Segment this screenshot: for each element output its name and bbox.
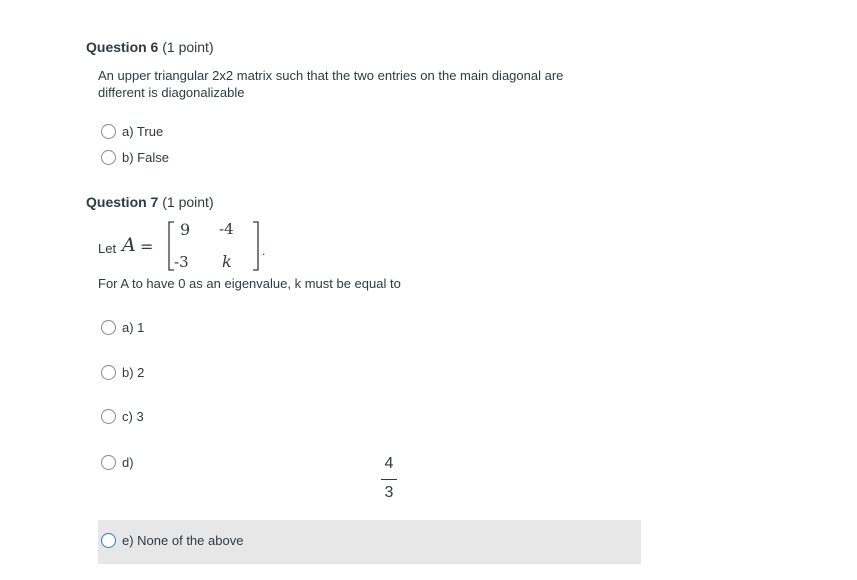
option-label: c) 3 <box>122 408 144 424</box>
let-text: Let <box>98 241 117 256</box>
option-label: a) True <box>122 123 164 139</box>
radio-button[interactable] <box>101 124 116 139</box>
question-points: (1 point) <box>162 39 214 55</box>
question-number: Question 6 <box>86 39 159 55</box>
matrix-cell-12: -4 <box>219 220 234 238</box>
q7-option-b[interactable] <box>101 362 144 382</box>
question-7-prompt: For A to have 0 as an eigenvalue, k must be equal to <box>98 276 401 291</box>
question-number: Question 7 <box>86 194 159 210</box>
equals-sign: = <box>140 237 154 256</box>
option-label: e) None of the above <box>122 532 244 548</box>
q6-option-a[interactable] <box>101 121 163 141</box>
q7-option-e[interactable] <box>101 530 243 550</box>
matrix-cell-21: -3 <box>174 253 189 271</box>
fraction-bar <box>381 479 397 480</box>
option-label: d) <box>122 454 134 470</box>
q7-option-a[interactable] <box>101 317 144 337</box>
radio-button[interactable] <box>101 365 116 380</box>
matrix-cell-11: 9 <box>180 220 191 239</box>
radio-button[interactable] <box>101 533 116 548</box>
q7-option-d[interactable] <box>101 452 134 472</box>
fraction-numerator: 4 <box>384 455 394 472</box>
q7-option-c[interactable] <box>101 406 144 426</box>
fraction-denominator: 3 <box>384 484 394 501</box>
question-points: (1 point) <box>162 194 214 210</box>
matrix-period: . <box>262 244 266 258</box>
radio-button[interactable] <box>101 409 116 424</box>
question-7-title <box>86 194 214 210</box>
question-6-text <box>98 67 563 101</box>
radio-button[interactable] <box>101 320 116 335</box>
option-label: b) False <box>122 149 169 165</box>
matrix-variable: A <box>122 234 136 256</box>
option-label: a) 1 <box>122 319 145 335</box>
q6-option-b[interactable] <box>101 147 169 167</box>
option-label: b) 2 <box>122 364 145 380</box>
question-text-line: different is diagonalizable <box>98 85 245 100</box>
radio-button[interactable] <box>101 150 116 165</box>
question-text-line: An upper triangular 2x2 matrix such that the two entries on the main diagonal are <box>98 68 564 83</box>
matrix-cell-22: k <box>222 252 232 271</box>
radio-button[interactable] <box>101 455 116 470</box>
question-6-title <box>86 39 214 55</box>
